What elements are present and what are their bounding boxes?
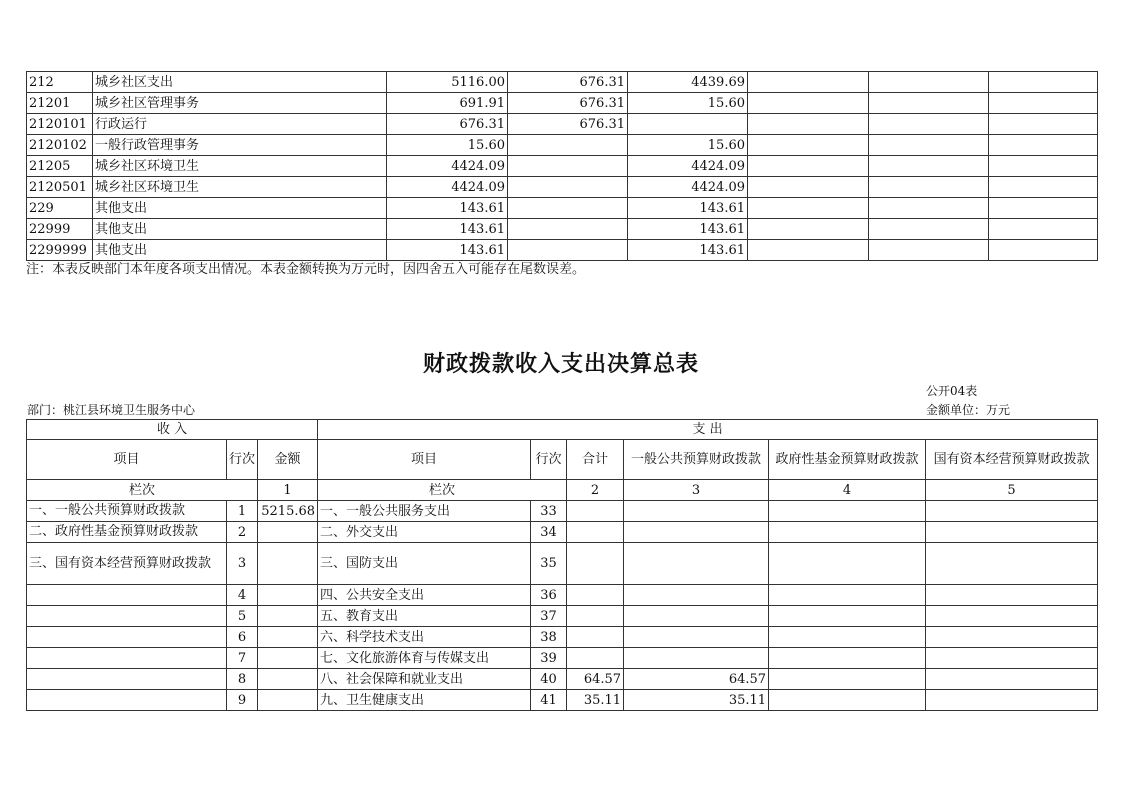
subject-name: 城乡社区环境卫生 <box>93 177 387 198</box>
income-amount <box>258 522 318 543</box>
expense-line-no: 33 <box>531 501 567 522</box>
expense-item: 八、社会保障和就业支出 <box>318 669 531 690</box>
total-amount: 35.11 <box>567 690 624 711</box>
table-row <box>27 522 1098 543</box>
subject-code: 22999 <box>27 219 93 240</box>
extra-cell-1 <box>748 93 869 114</box>
income-item <box>27 648 227 669</box>
project-expenditure-cell: 143.61 <box>628 240 748 261</box>
extra-cell-2 <box>869 198 989 219</box>
project-expenditure-cell: 143.61 <box>628 198 748 219</box>
expense-line-no: 35 <box>531 543 567 585</box>
table-row <box>27 72 1098 93</box>
subject-code: 2120102 <box>27 135 93 156</box>
subject-code: 21201 <box>27 93 93 114</box>
total-cell: 15.60 <box>387 135 508 156</box>
table-row <box>27 501 1098 522</box>
expense-line-no: 40 <box>531 669 567 690</box>
income-amount-header: 金额 <box>258 440 318 480</box>
extra-cell-3 <box>989 114 1098 135</box>
extra-cell-2 <box>869 114 989 135</box>
income-amount <box>258 690 318 711</box>
total-amount <box>567 627 624 648</box>
income-item <box>27 606 227 627</box>
income-amount <box>258 606 318 627</box>
table-row <box>27 648 1098 669</box>
expense-line-no: 37 <box>531 606 567 627</box>
header-group-row <box>27 420 1098 440</box>
income-line-no: 1 <box>227 501 258 522</box>
table-row <box>27 543 1098 585</box>
total-cell: 143.61 <box>387 198 508 219</box>
table-row <box>27 669 1098 690</box>
subject-name: 其他支出 <box>93 240 387 261</box>
expense-header: 支 出 <box>318 420 1098 440</box>
expense-line-no: 34 <box>531 522 567 543</box>
extra-cell-2 <box>869 219 989 240</box>
total-cell: 676.31 <box>387 114 508 135</box>
basic-expenditure-cell <box>508 219 628 240</box>
table-row <box>27 93 1098 114</box>
income-item <box>27 585 227 606</box>
fund-budget-amount <box>769 585 926 606</box>
state-capital-amount <box>926 606 1098 627</box>
basic-expenditure-cell: 676.31 <box>508 72 628 93</box>
column-index-label-left: 栏次 <box>27 480 258 501</box>
department-label: 部门：桃江县环境卫生服务中心 <box>27 403 196 417</box>
expense-line-no: 38 <box>531 627 567 648</box>
expense-item: 二、外交支出 <box>318 522 531 543</box>
expense-item-header: 项目 <box>318 440 531 480</box>
income-amount <box>258 585 318 606</box>
income-amount <box>258 648 318 669</box>
subject-code: 212 <box>27 72 93 93</box>
total-cell: 143.61 <box>387 219 508 240</box>
income-line-no: 9 <box>227 690 258 711</box>
fund-budget-amount <box>769 690 926 711</box>
expense-line-no-header: 行次 <box>531 440 567 480</box>
project-expenditure-cell: 15.60 <box>628 135 748 156</box>
basic-expenditure-cell <box>508 198 628 219</box>
extra-cell-2 <box>869 156 989 177</box>
basic-expenditure-cell: 676.31 <box>508 93 628 114</box>
state-capital-amount <box>926 648 1098 669</box>
basic-expenditure-cell <box>508 240 628 261</box>
project-expenditure-cell: 4424.09 <box>628 156 748 177</box>
expense-item: 六、科学技术支出 <box>318 627 531 648</box>
income-item: 三、国有资本经营预算财政拨款 <box>27 543 227 585</box>
table-row <box>27 627 1098 648</box>
basic-expenditure-cell: 676.31 <box>508 114 628 135</box>
expense-item: 三、国防支出 <box>318 543 531 585</box>
extra-cell-3 <box>989 135 1098 156</box>
total-amount <box>567 606 624 627</box>
general-budget-amount <box>624 648 769 669</box>
column-index-row <box>27 480 1098 501</box>
subject-name: 城乡社区支出 <box>93 72 387 93</box>
income-item: 二、政府性基金预算财政拨款 <box>27 522 227 543</box>
general-budget-amount <box>624 543 769 585</box>
income-amount <box>258 627 318 648</box>
basic-expenditure-cell <box>508 156 628 177</box>
total-amount: 64.57 <box>567 669 624 690</box>
extra-cell-2 <box>869 93 989 114</box>
extra-cell-1 <box>748 219 869 240</box>
project-expenditure-cell: 143.61 <box>628 219 748 240</box>
project-expenditure-cell: 15.60 <box>628 93 748 114</box>
subject-code: 2120101 <box>27 114 93 135</box>
expense-item: 七、文化旅游体育与传媒支出 <box>318 648 531 669</box>
expense-line-no: 41 <box>531 690 567 711</box>
table-row <box>27 156 1098 177</box>
extra-cell-1 <box>748 240 869 261</box>
basic-expenditure-cell <box>508 177 628 198</box>
subject-name: 城乡社区管理事务 <box>93 93 387 114</box>
fiscal-summary-table <box>26 419 1098 711</box>
fund-budget-amount <box>769 648 926 669</box>
total-cell: 4424.09 <box>387 177 508 198</box>
total-amount <box>567 543 624 585</box>
extra-cell-1 <box>748 177 869 198</box>
general-budget-header: 一般公共预算财政拨款 <box>624 440 769 480</box>
general-budget-amount: 35.11 <box>624 690 769 711</box>
income-line-no: 6 <box>227 627 258 648</box>
state-capital-amount <box>926 585 1098 606</box>
amount-unit-label: 金额单位：万元 <box>926 403 1011 417</box>
income-item <box>27 627 227 648</box>
total-amount <box>567 585 624 606</box>
expense-item: 四、公共安全支出 <box>318 585 531 606</box>
income-item-header: 项目 <box>27 440 227 480</box>
table-row <box>27 585 1098 606</box>
basic-expenditure-cell <box>508 135 628 156</box>
table-note: 注：本表反映部门本年度各项支出情况。本表金额转换为万元时，因四舍五入可能存在尾数误差。 <box>26 262 586 277</box>
income-line-no: 2 <box>227 522 258 543</box>
expense-item: 一、一般公共服务支出 <box>318 501 531 522</box>
state-capital-header: 国有资本经营预算财政拨款 <box>926 440 1098 480</box>
extra-cell-1 <box>748 114 869 135</box>
income-line-no: 8 <box>227 669 258 690</box>
project-expenditure-cell: 4439.69 <box>628 72 748 93</box>
column-index-4: 4 <box>769 480 926 501</box>
total-cell: 4424.09 <box>387 156 508 177</box>
state-capital-amount <box>926 669 1098 690</box>
income-line-no: 5 <box>227 606 258 627</box>
table-row <box>27 240 1098 261</box>
column-index-3: 3 <box>624 480 769 501</box>
extra-cell-2 <box>869 240 989 261</box>
subject-name: 城乡社区环境卫生 <box>93 156 387 177</box>
extra-cell-1 <box>748 156 869 177</box>
general-budget-amount <box>624 606 769 627</box>
expense-line-no: 39 <box>531 648 567 669</box>
column-index-label-right: 栏次 <box>318 480 567 501</box>
income-line-no: 4 <box>227 585 258 606</box>
expenditure-detail-body <box>27 72 1098 261</box>
fund-budget-amount <box>769 627 926 648</box>
state-capital-amount <box>926 543 1098 585</box>
state-capital-amount <box>926 690 1098 711</box>
table-row <box>27 690 1098 711</box>
subject-code: 229 <box>27 198 93 219</box>
extra-cell-3 <box>989 240 1098 261</box>
subject-code: 2299999 <box>27 240 93 261</box>
column-index-5: 5 <box>926 480 1098 501</box>
extra-cell-1 <box>748 135 869 156</box>
income-item <box>27 690 227 711</box>
income-amount <box>258 543 318 585</box>
table-row <box>27 177 1098 198</box>
fund-budget-amount <box>769 606 926 627</box>
income-header: 收 入 <box>27 420 318 440</box>
column-index-1: 1 <box>258 480 318 501</box>
expense-item: 五、教育支出 <box>318 606 531 627</box>
extra-cell-3 <box>989 72 1098 93</box>
expenditure-detail-table <box>26 71 1098 261</box>
income-line-no: 3 <box>227 543 258 585</box>
total-amount <box>567 501 624 522</box>
fund-budget-header: 政府性基金预算财政拨款 <box>769 440 926 480</box>
extra-cell-1 <box>748 198 869 219</box>
income-line-no: 7 <box>227 648 258 669</box>
extra-cell-3 <box>989 198 1098 219</box>
expense-item: 九、卫生健康支出 <box>318 690 531 711</box>
table-row <box>27 219 1098 240</box>
extra-cell-3 <box>989 93 1098 114</box>
total-cell: 143.61 <box>387 240 508 261</box>
subject-code: 21205 <box>27 156 93 177</box>
fund-budget-amount <box>769 501 926 522</box>
extra-cell-2 <box>869 72 989 93</box>
income-line-no-header: 行次 <box>227 440 258 480</box>
general-budget-amount <box>624 522 769 543</box>
fund-budget-amount <box>769 543 926 585</box>
extra-cell-2 <box>869 135 989 156</box>
report-title: 财政拨款收入支出决算总表 <box>422 351 699 377</box>
income-amount <box>258 669 318 690</box>
column-index-2: 2 <box>567 480 624 501</box>
extra-cell-1 <box>748 72 869 93</box>
extra-cell-3 <box>989 177 1098 198</box>
fiscal-summary-body <box>27 501 1098 711</box>
form-number: 公开04表 <box>926 384 978 398</box>
income-item <box>27 669 227 690</box>
fund-budget-amount <box>769 522 926 543</box>
total-cell: 5116.00 <box>387 72 508 93</box>
total-amount <box>567 522 624 543</box>
state-capital-amount <box>926 627 1098 648</box>
total-amount <box>567 648 624 669</box>
subject-name: 其他支出 <box>93 219 387 240</box>
general-budget-amount <box>624 585 769 606</box>
fund-budget-amount <box>769 669 926 690</box>
total-cell: 691.91 <box>387 93 508 114</box>
state-capital-amount <box>926 522 1098 543</box>
expense-line-no: 36 <box>531 585 567 606</box>
extra-cell-3 <box>989 156 1098 177</box>
table-row <box>27 114 1098 135</box>
income-item: 一、一般公共预算财政拨款 <box>27 501 227 522</box>
project-expenditure-cell: 4424.09 <box>628 177 748 198</box>
general-budget-amount: 64.57 <box>624 669 769 690</box>
subject-name: 其他支出 <box>93 198 387 219</box>
general-budget-amount <box>624 627 769 648</box>
income-amount: 5215.68 <box>258 501 318 522</box>
subject-name: 一般行政管理事务 <box>93 135 387 156</box>
general-budget-amount <box>624 501 769 522</box>
header-column-row <box>27 440 1098 480</box>
table-row <box>27 606 1098 627</box>
table-row <box>27 135 1098 156</box>
extra-cell-3 <box>989 219 1098 240</box>
subject-name: 行政运行 <box>93 114 387 135</box>
project-expenditure-cell <box>628 114 748 135</box>
total-header: 合计 <box>567 440 624 480</box>
subject-code: 2120501 <box>27 177 93 198</box>
extra-cell-2 <box>869 177 989 198</box>
table-row <box>27 198 1098 219</box>
state-capital-amount <box>926 501 1098 522</box>
